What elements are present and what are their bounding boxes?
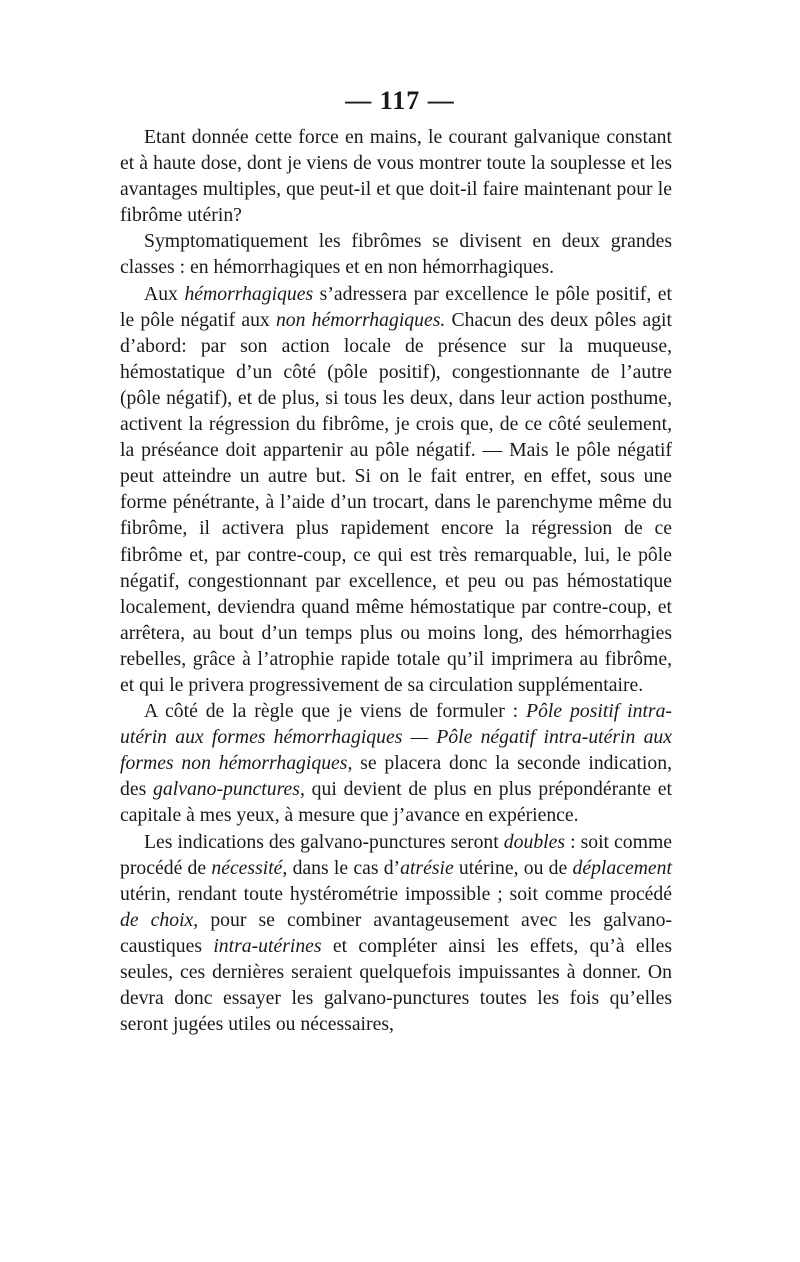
italic-run: déplacement bbox=[572, 856, 672, 879]
text-run: Aux bbox=[144, 282, 185, 305]
italic-run: de choix, bbox=[120, 908, 199, 931]
text-run: A côté de la règle que je viens de formuler : bbox=[144, 700, 527, 723]
text-run: utérin, rendant toute hystérométrie impossible ; soit comme procédé bbox=[120, 882, 672, 905]
italic-run: galvano-punctures, bbox=[153, 778, 305, 801]
text-run: utérine, ou de bbox=[453, 856, 573, 879]
paragraph bbox=[120, 829, 672, 1038]
text-run: se placera donc la seconde indication, des bbox=[120, 752, 672, 801]
text-run: qui devient de plus en plus prépondérante et capitale à mes yeux, à mesure que j’avance en expérience. bbox=[120, 778, 672, 827]
text-run: s’adressera par excellence le pôle positif, et le pôle négatif aux bbox=[120, 282, 672, 331]
italic-run: atrésie bbox=[400, 856, 454, 879]
italic-run: Pôle positif intra-utérin aux formes hémorrhagiques — Pôle négatif intra-utérin aux formes non hémorrhagiques, bbox=[120, 700, 672, 775]
italic-run: nécessité, bbox=[211, 856, 288, 879]
text-run: pour se combiner avantageusement avec les galvano-caustiques bbox=[120, 908, 673, 957]
text-run: : soit comme procédé de bbox=[120, 830, 672, 879]
page-number: — 117 — bbox=[345, 86, 455, 115]
text-run: Symptomatiquement les fibrômes se divisent en deux grandes classes : en hémorrhagiques et en non hémorrhagiques. bbox=[120, 230, 672, 279]
text-run: dans le cas d’ bbox=[287, 856, 401, 879]
paragraph bbox=[120, 124, 672, 228]
italic-run: non hémorrhagiques. bbox=[275, 308, 446, 331]
text-run: Les indications des galvano-punctures seront bbox=[144, 830, 504, 853]
text-run: et compléter ainsi les effets, qu’à elles seules, ces dernières seraient quelquefois impuissantes à donner. On devra donc essayer les galvano-punctures toutes les fois qu’elles seront jugées utiles ou nécessaires, bbox=[120, 934, 672, 1036]
paragraph bbox=[120, 228, 672, 280]
body-text bbox=[120, 124, 672, 1037]
paragraph bbox=[120, 698, 672, 828]
italic-run: intra-utérines bbox=[213, 934, 322, 957]
text-run: Etant donnée cette force en mains, le courant galvanique constant et à haute dose, dont je viens de vous montrer toute la souplesse et les avantages multiples, que peut-il et que doit-il faire maintenant pour le fibrôme utérin? bbox=[120, 126, 672, 227]
italic-run: hémorrhagiques bbox=[184, 282, 314, 305]
paragraph bbox=[120, 281, 672, 699]
text-run: Chacun des deux pôles agit d’abord: par son action locale de présence sur la muqueuse, hémostatique d’un côté (pôle positif), congestionnante de l’autre (pôle négatif), et de plus, si tous les deux, dans leur action posthume, activent la régression du fibrôme, je crois que, de ce côté seulement, la préséance doit appartenir au pôle négatif. — Mais le pôle négatif peut atteindre un autre but. Si on le fait entrer, en effet, sous une forme pénétrante, à l’aide d’un trocart, dans le parenchyme même du fibrôme, il activera plus rapidement encore la régression de ce fibrôme et, par contre-coup, ce qui est très remarquable, lui, le pôle négatif, congestionnant par excellence, et peu ou pas hémostatique localement, deviendra quand même hémostatique par contre-coup, et arrêtera, au bout d’un temps plus ou moins long, des hémorrhagies rebelles, grâce à l’atrophie rapide totale qu’il imprimera au fibrôme, et qui le privera progressivement de sa circulation supplémentaire. bbox=[120, 308, 672, 696]
italic-run: doubles bbox=[503, 830, 566, 853]
